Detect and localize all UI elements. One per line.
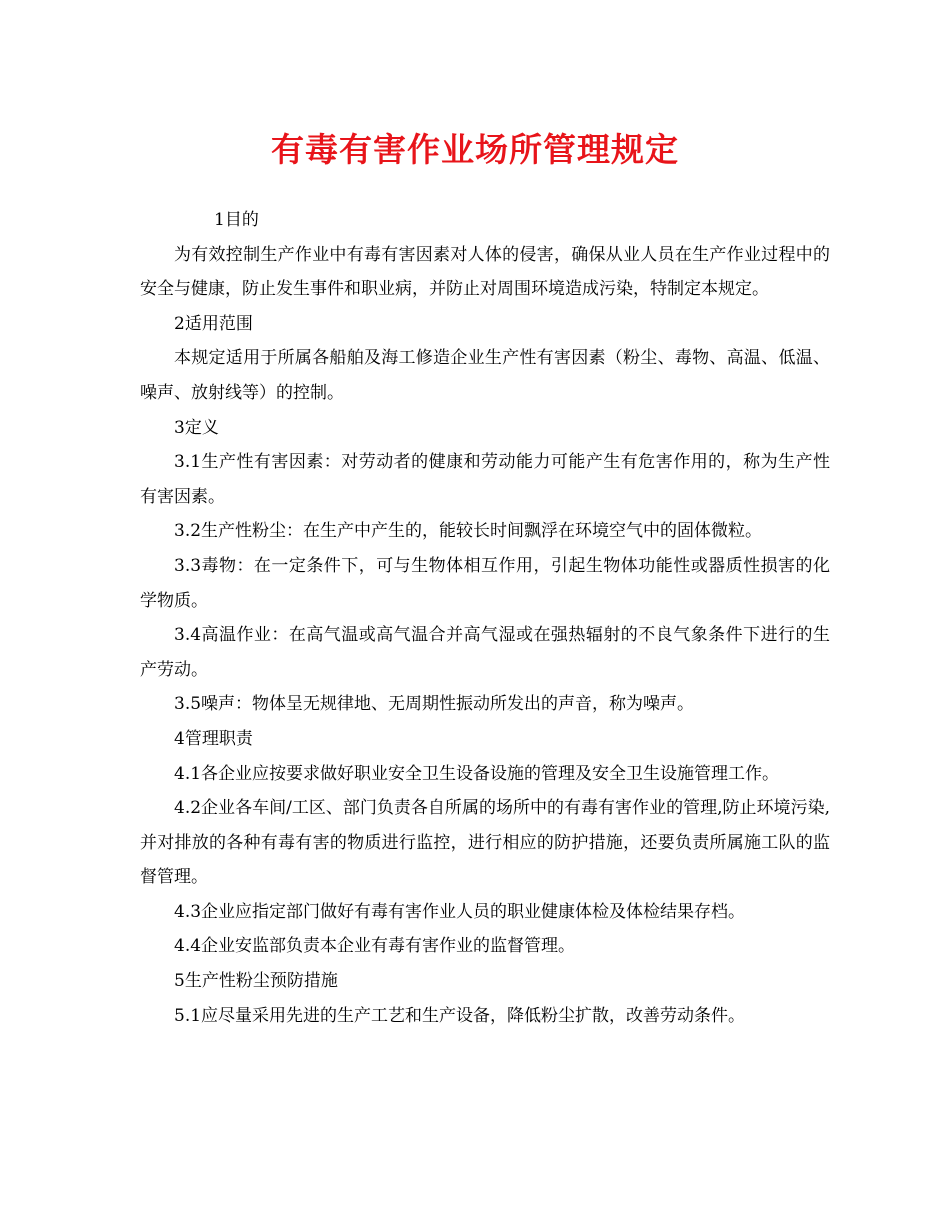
- paragraph-definition-3-3: 3.3毒物：在一定条件下，可与生物体相互作用，引起生物体功能性或器质性损害的化学物质。: [140, 555, 830, 611]
- section-heading-scope: 2适用范围: [174, 313, 253, 334]
- paragraph-responsibility-4-3: 4.3企业应指定部门做好有毒有害作业人员的职业健康体检及体检结果存档。: [174, 901, 746, 922]
- section-heading-dust-prevention: 5生产性粉尘预防措施: [174, 971, 338, 992]
- paragraph-responsibility-4-2: 4.2企业各车间/工区、部门负责各自所属的场所中的有毒有害作业的管理,防止环境污染,并对排放的各种有毒有害的物质进行监控，进行相应的防护措施，还要负责所属施工队的监督管理。: [140, 798, 830, 888]
- section-heading-purpose: 1目的: [214, 210, 259, 230]
- paragraph-dust-prevention-5-1: 5.1应尽量采用先进的生产工艺和生产设备，降低粉尘扩散，改善劳动条件。: [174, 1005, 746, 1026]
- paragraph-definition-3-4: 3.4高温作业：在高气温或高气温合并高气湿或在强热辐射的不良气象条件下进行的生产劳动。: [140, 625, 830, 680]
- paragraph-definition-3-5: 3.5噪声：物体呈无规律地、无周期性振动所发出的声音，称为噪声。: [174, 694, 695, 715]
- paragraph-responsibility-4-1: 4.1各企业应按要求做好职业安全卫生设备设施的管理及安全卫生设施管理工作。: [174, 763, 780, 784]
- paragraph-purpose: 为有效控制生产作业中有毒有害因素对人体的侵害，确保从业人员在生产作业过程中的安全与健康，防止发生事件和职业病，并防止对周围环境造成污染，特制定本规定。: [140, 244, 830, 300]
- document-body: [140, 203, 830, 1033]
- document-title: 有毒有害作业场所管理规定: [271, 130, 679, 169]
- paragraph-scope: 本规定适用于所属各船舶及海工修造企业生产性有害因素（粉尘、毒物、高温、低温、噪声、放射线等）的控制。: [140, 348, 830, 403]
- paragraph-responsibility-4-4: 4.4企业安监部负责本企业有毒有害作业的监督管理。: [174, 936, 576, 957]
- paragraph-definition-3-1: 3.1生产性有害因素：对劳动者的健康和劳动能力可能产生有危害作用的，称为生产性有害因素。: [140, 452, 830, 507]
- section-heading-definitions: 3定义: [174, 417, 219, 438]
- section-heading-responsibilities: 4管理职责: [174, 728, 253, 749]
- paragraph-definition-3-2: 3.2生产性粉尘：在生产中产生的，能较长时间飘浮在环境空气中的固体微粒。: [174, 521, 763, 542]
